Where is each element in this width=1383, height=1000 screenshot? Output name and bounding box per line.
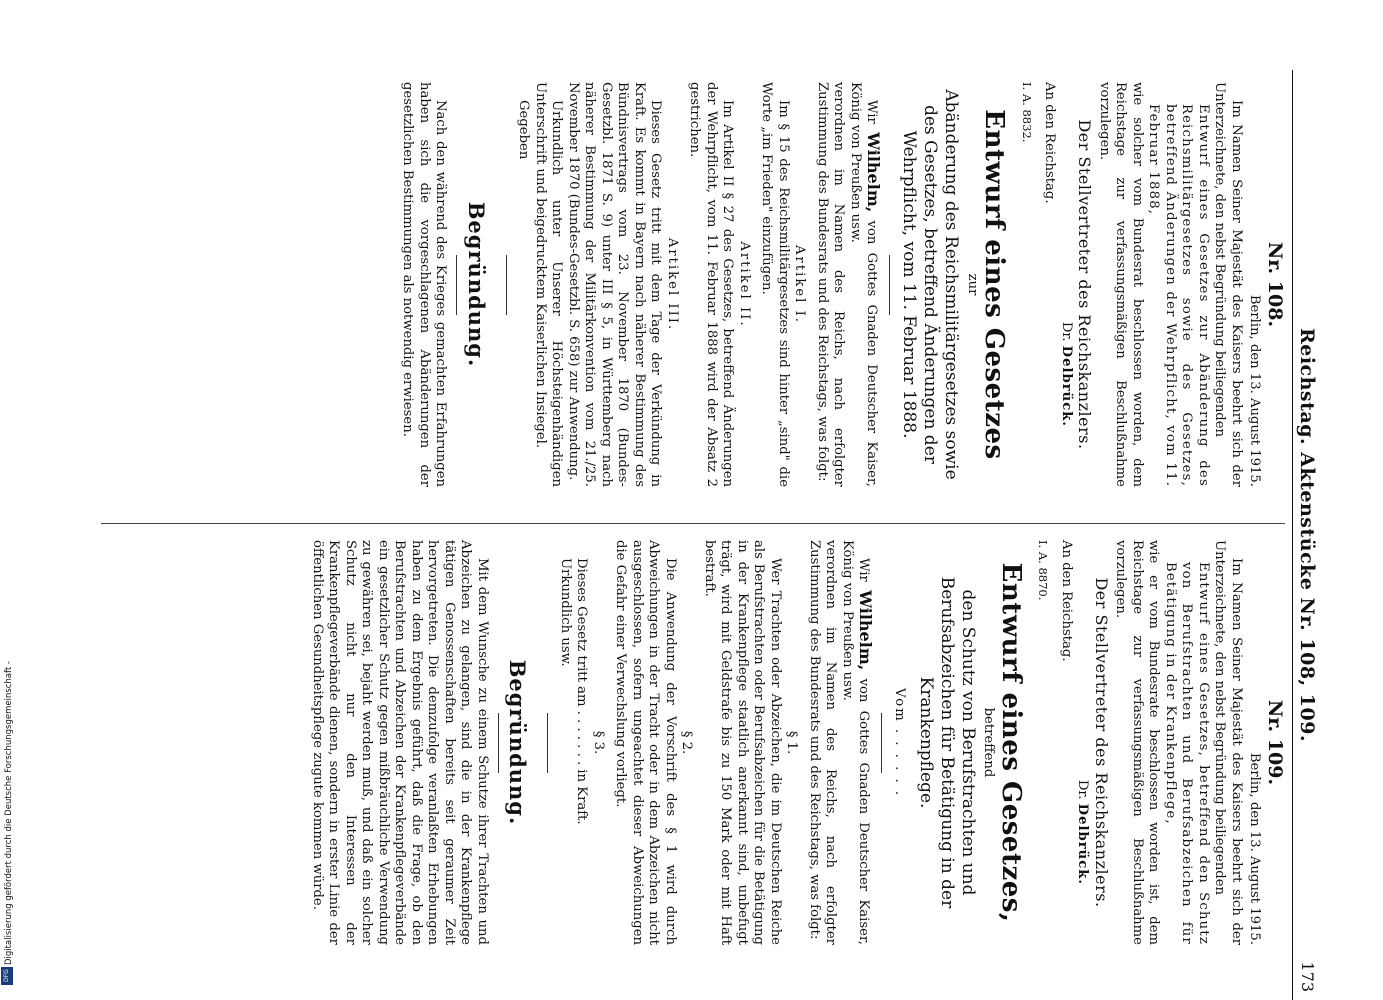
doc108-ref: I. A. 8832. xyxy=(1020,82,1034,143)
doc108-art1-heading: Artikel I. xyxy=(792,245,808,324)
document-108 xyxy=(101,82,1285,487)
doc108-wir xyxy=(847,82,882,487)
doc108-wir-rest: von Gottes Gnaden Deutscher Kaiser, König von Preußen usw. xyxy=(848,82,880,487)
running-header xyxy=(1292,70,1321,1000)
divider xyxy=(890,255,891,315)
doc109-betreffend: betreffend xyxy=(981,707,997,778)
doc108-zur: zur xyxy=(965,273,980,296)
doc109-begruendung-heading: Begründung. xyxy=(505,659,531,826)
doc108-wir-name: Wilhelm, xyxy=(864,132,884,213)
doc108-verordnen: verordnen im Namen des Reichs, nach erfolgter Zustimmung des Bundesrats und des Reichstags, was folgt: xyxy=(815,82,847,487)
doc109-p3-heading: § 3. xyxy=(591,730,606,755)
doc108-art3: Dieses Gesetz tritt mit dem Tage der Verkündung in Kraft. Es kommt in Bayern nach näherer Bestimmung des Bündnisvertrags vom 23. November 1870 (Bundes-Gesetzbl. 1871 S. 9) unter III § 5, in Württemberg nach näherer Bestimmung der Militärkonvention vom 21./25. November 1870 (Bundes-Gesetzbl. S. 658) zur Anwendung. xyxy=(566,82,664,487)
doc109-p2: Die Anwendung der Vorschrift des § 1 wird durch Abweichungen in der Tracht oder in dem Abzeichen nicht ausgeschlossen, sofern ungeachtet dieser Abweichungen die Gefahr einer Verwechslung vorliegt. xyxy=(613,540,678,945)
doc109-closing: wie er vom Bundesrate beschlossen worden ist, dem Reichstage zur verfassungsmäßigen Beschlußnahme vorzulegen. xyxy=(1113,540,1162,945)
doc109-vom: Vom . . . . . . xyxy=(892,687,907,798)
doc109-p3: Dieses Gesetz tritt am . . . . . . . in Kraft. xyxy=(574,558,590,825)
column-divider xyxy=(101,523,1285,524)
document-page xyxy=(81,70,1321,1000)
doc108-begruendung-heading: Begründung. xyxy=(464,201,489,368)
divider xyxy=(548,713,549,773)
doc108-wir-prefix: Wir xyxy=(864,100,880,124)
document-109 xyxy=(101,540,1285,945)
doc109-wir-rest: von Gottes Gnaden Deutscher Kaiser, König von Preußen usw. xyxy=(840,540,872,945)
doc108-title: Entwurf eines Gesetzes xyxy=(979,109,1010,460)
doc109-verordnen: verordnen im Namen des Reichs, nach erfolgter Zustimmung des Bundesrats und des Reichstags, was folgt: xyxy=(807,540,839,945)
doc108-lead: Abänderung des Reichsmilitärgesetzes sowie des Gesetzes, betreffend Änderungen der Wehrpflicht, vom 11. Februar 1888. xyxy=(899,89,962,480)
doc109-date: Berlin, den 13. August 1915. xyxy=(1247,752,1263,945)
doc109-signature xyxy=(1074,540,1091,945)
doc108-art2: Im Artikel II § 27 des Gesetzes, betreffend Änderungen der Wehrpflicht, vom 11. Februar 1888 wird der Absatz 2 gestrichen. xyxy=(687,82,736,487)
doc108-number: Nr. 108. xyxy=(1264,241,1286,328)
doc109-wir-prefix: Wir xyxy=(856,558,872,582)
doc108-begruendung: Nach den während des Krieges gemachten Erfahrungen haben sich die vorgeschlagenen Abänderungen der gesetzlichen Bestimmungen als notwendig erwiesen. xyxy=(400,82,449,487)
doc108-stellvertreter: Der Stellvertreter des Reichskanzlers. xyxy=(1075,119,1095,450)
doc109-signature-name: Delbrück. xyxy=(1075,803,1091,885)
doc108-art2-heading: Artikel II. xyxy=(737,241,752,328)
divider xyxy=(457,255,458,315)
divider xyxy=(506,255,507,315)
doc109-urkundlich: Urkundlich usw. xyxy=(558,558,573,667)
digitization-footer xyxy=(4,0,16,1000)
doc108-gegeben: Gegeben xyxy=(516,100,532,160)
doc109-title: Entwurf eines Gesetzes, xyxy=(996,562,1026,923)
footer-text: Digitalisierung gefördert durch die Deutsche Forschungsgemeinschaft - xyxy=(4,661,14,965)
doc108-signature-name: Delbrück. xyxy=(1059,345,1074,427)
doc109-begruendung: Mit dem Wunsche zu einem Schutze ihrer Trachten und Abzeichen zu gelangen, sind die in der Krankenpflege tätigen Genossenschaften bereits seit geraumer Zeit hervorgetreten. Die demzufolge veranlaßten Erhebungen haben zu dem Ergebnis geführt, daß die Frage, ob den Berufstrachten und Abzeichen der Krankenpflegeverbände ein gesetzlicher Schutz gegen mißbräuchliche Verwendung zu gewähren sei, bejaht werden muß, und daß ein solcher Schutz nicht nur den Interessen der Krankenpflegeverbände dienen, sondern in erster Linie der öffentlichen Gesundheitspflege zugute kommen würde. xyxy=(310,540,490,945)
doc109-wir xyxy=(839,540,874,945)
doc109-p1: Wer Trachten oder Abzeichen, die im Deutschen Reiche als Berufstrachten oder Berufsabzeichen für die Betätigung in der Krankenpflege staatlich anerkannt sind, unbefugt trägt, wird mit Geldstrafe bis zu 150 Mark oder mit Haft bestraft. xyxy=(702,540,783,945)
doc109-p1-heading: § 1. xyxy=(784,730,800,755)
doc109-p2-heading: § 2. xyxy=(679,730,695,755)
doc108-addressee: An den Reichstag. xyxy=(1042,82,1058,204)
doc108-intro: Im Namen Seiner Majestät des Kaisers beehrt sich der Unterzeichnete, den nebst Begründung beiliegenden xyxy=(1212,82,1244,487)
doc109-lead: den Schutz von Berufstrachten und Berufsabzeichen für Betätigung in der Krankenpflege. xyxy=(916,576,978,909)
divider xyxy=(882,713,883,773)
doc109-ref: I. A. 8870. xyxy=(1036,540,1051,601)
divider xyxy=(498,713,499,773)
header-title: Reichstag. Aktenstücke Nr. 108, 109. xyxy=(1296,327,1318,743)
doc108-urkundlich: Urkundlich unter Unserer Höchsteigenhändigen Unterschrift und beigedrucktem Kaiserlichen Insiegel. xyxy=(533,82,565,487)
doc108-signature-prefix: Dr. xyxy=(1059,321,1074,342)
doc109-entwurf-ref: Entwurf eines Gesetzes, betreffend den Schutz von Berufstrachten und Berufsabzeichen für Betätigung in der Krankenpflege, xyxy=(1163,562,1211,945)
doc108-entwurf-ref: Entwurf eines Gesetzes zur Abänderung des Reichsmilitärgesetzes sowie des Gesetzes, betreffend Änderungen der Wehrpflicht, vom 11. Februar 1888, xyxy=(1146,104,1211,487)
doc108-date: Berlin, den 13. August 1915. xyxy=(1247,294,1263,487)
doc108-signature xyxy=(1058,82,1075,487)
doc109-intro: Im Namen Seiner Majestät des Kaisers beehrt sich der Unterzeichnete, den nebst Begründung beiliegenden xyxy=(1212,540,1244,945)
doc108-art1: Im § 15 des Reichsmilitärgesetzes sind hinter „sind" die Worte „im Frieden" einzufügen. xyxy=(759,82,791,487)
doc109-signature-prefix: Dr. xyxy=(1075,779,1091,800)
doc109-stellvertreter: Der Stellvertreter des Reichskanzlers. xyxy=(1092,577,1111,908)
doc109-wir-name: Wilhelm, xyxy=(856,590,876,671)
doc109-addressee: An den Reichstag. xyxy=(1059,540,1074,662)
dfg-logo: DFG xyxy=(1,967,13,985)
doc109-number: Nr. 109. xyxy=(1264,699,1286,786)
page-number: 173 xyxy=(1298,961,1317,992)
doc108-art3-heading: Artikel III. xyxy=(665,237,680,332)
doc108-closing: wie solcher vom Bundesrat beschlossen worden, dem Reichstage zur verfassungsmäßigen Beschlußnahme vorzulegen. xyxy=(1097,82,1145,487)
